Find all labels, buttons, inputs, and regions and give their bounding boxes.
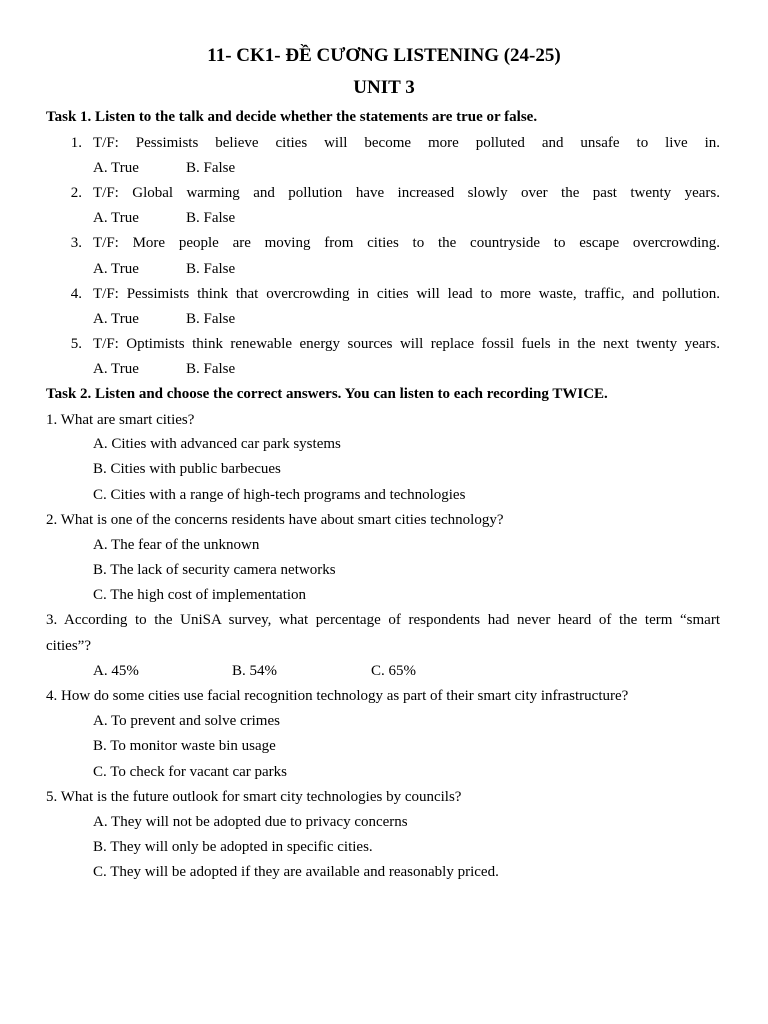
task2-option: A. To prevent and solve crimes (93, 713, 280, 729)
task2-heading: Task 2. Listen and choose the correct answers. You can listen to each recording TWICE. (46, 386, 608, 402)
task2-option: C. Cities with a range of high-tech programs and technologies (93, 487, 466, 503)
task2-option: A. Cities with advanced car park systems (93, 436, 341, 452)
task1-option-a: A. True (93, 361, 139, 377)
task1-option-a: A. True (93, 160, 139, 176)
task2-option: C. 65% (371, 663, 416, 679)
task1-option-b: B. False (186, 311, 236, 327)
task1-statement: T/F: Pessimists believe cities will become more polluted and unsafe to live in. (93, 135, 720, 151)
task2-question: 4. How do some cities use facial recognition technology as part of their smart city infrastructure? (46, 688, 629, 704)
task1-statement: T/F: Optimists think renewable energy sources will replace fossil fuels in the next twenty years. (93, 336, 720, 352)
task2-option: B. To monitor waste bin usage (93, 738, 276, 754)
task1-item-number: 2. (70, 185, 82, 201)
task1-option-a: A. True (93, 311, 139, 327)
task1-option-b: B. False (186, 160, 236, 176)
task2-option: B. The lack of security camera networks (93, 562, 336, 578)
task2-option: B. They will only be adopted in specific cities. (93, 839, 373, 855)
task2-question: 5. What is the future outlook for smart city technologies by councils? (46, 789, 462, 805)
task1-option-b: B. False (186, 210, 236, 226)
task1-statement: T/F: Global warming and pollution have increased slowly over the past twenty years. (93, 185, 720, 201)
task2-question-continued: cities”? (46, 638, 91, 654)
task1-statement: T/F: More people are moving from cities to the countryside to escape overcrowding. (93, 235, 720, 251)
task1-option-a: A. True (93, 261, 139, 277)
task1-heading: Task 1. Listen to the talk and decide whether the statements are true or false. (46, 109, 538, 125)
task2-option: C. To check for vacant car parks (93, 764, 288, 780)
task2-option: A. 45% (93, 663, 139, 679)
task2-option: A. The fear of the unknown (93, 537, 260, 553)
task2-option: A. They will not be adopted due to privacy concerns (93, 814, 408, 830)
task1-option-b: B. False (186, 261, 236, 277)
task2-option: C. The high cost of implementation (93, 587, 307, 603)
task1-item-number: 1. (70, 135, 82, 151)
task1-item-number: 3. (70, 235, 82, 251)
task1-option-b: B. False (186, 361, 236, 377)
task2-question: 1. What are smart cities? (46, 412, 195, 428)
document-title: 11- CK1- ĐỀ CƯƠNG LISTENING (24-25) (207, 45, 561, 66)
task2-question: 3. According to the UniSA survey, what percentage of respondents had never heard of the term “smart (46, 612, 720, 628)
task1-item-number: 5. (70, 336, 82, 352)
task2-option: B. 54% (232, 663, 277, 679)
task1-item-number: 4. (70, 286, 82, 302)
unit-heading: UNIT 3 (353, 77, 415, 98)
task2-option: B. Cities with public barbecues (93, 461, 281, 477)
task2-option: C. They will be adopted if they are available and reasonably priced. (93, 864, 499, 880)
task1-option-a: A. True (93, 210, 139, 226)
task2-question: 2. What is one of the concerns residents have about smart cities technology? (46, 512, 504, 528)
task1-statement: T/F: Pessimists think that overcrowding in cities will lead to more waste, traffic, and pollution. (93, 286, 720, 302)
